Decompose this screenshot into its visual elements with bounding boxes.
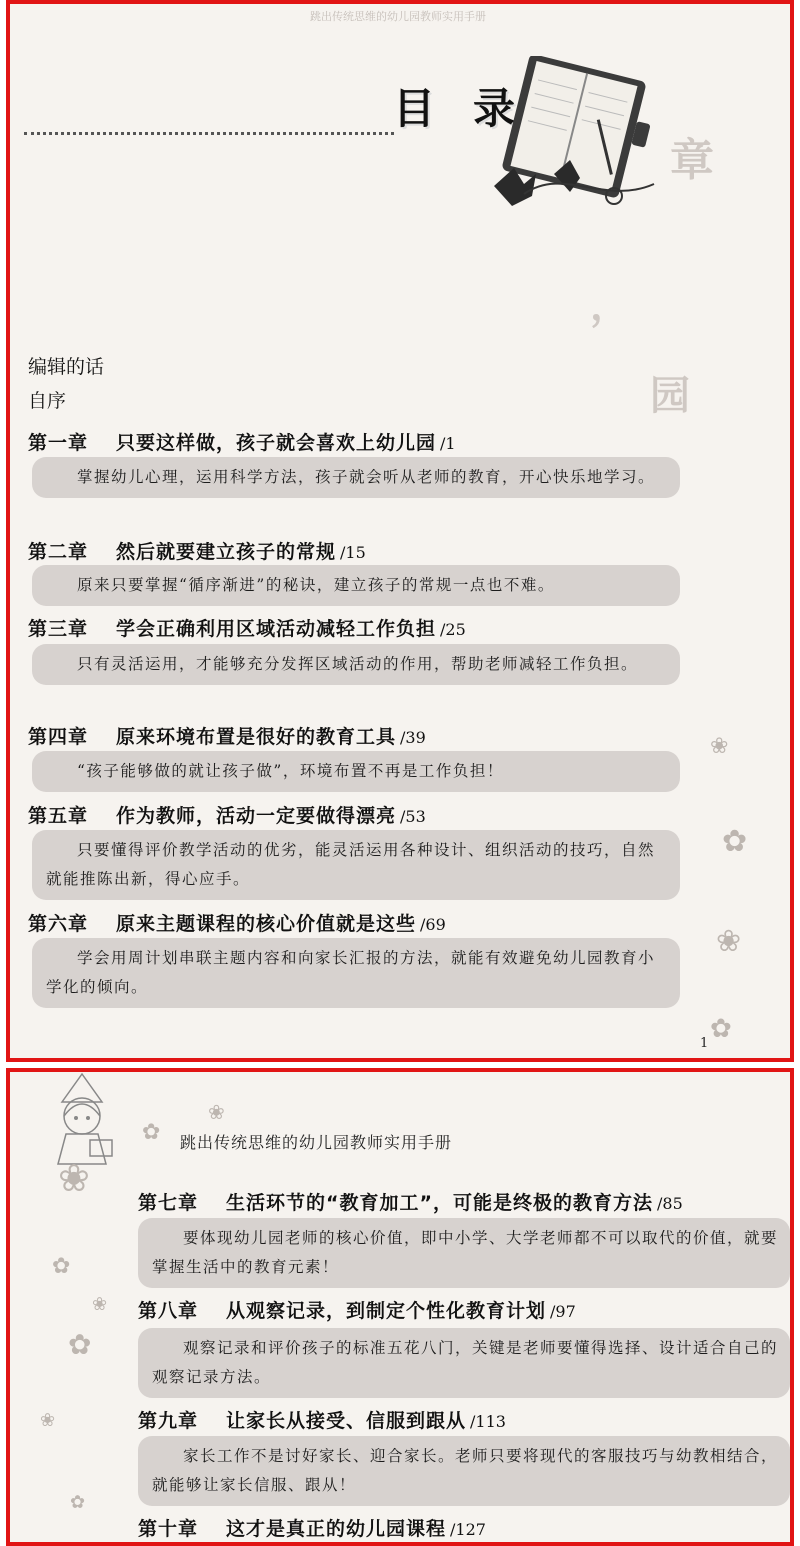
flower-decoration-icon: ✿ — [68, 1328, 92, 1361]
chapter-page: /1 — [440, 434, 456, 453]
chapter-page: /97 — [550, 1302, 576, 1321]
chapter-description: 只有灵活运用，才能够充分发挥区域活动的作用，帮助老师减轻工作负担。 — [32, 644, 680, 685]
chapter-number: 第六章 — [28, 913, 89, 935]
title-char: 录 — [472, 84, 515, 133]
chapter-title: 这才是真正的幼儿园课程 — [226, 1518, 447, 1540]
toc-item-preface[interactable]: 自序 — [28, 390, 67, 412]
chapter-title: 只要这样做，孩子就会喜欢上幼儿园 — [116, 432, 437, 454]
chapter-title: 然后就要建立孩子的常规 — [116, 541, 337, 563]
chapter-page: /113 — [470, 1412, 506, 1431]
chapter-title: 作为教师，活动一定要做得漂亮 — [116, 805, 397, 827]
toc-chapter-6[interactable] — [28, 909, 446, 936]
toc-chapter-4[interactable] — [28, 722, 426, 749]
page-header: 跳出传统思维的幼儿园教师实用手册 — [180, 1133, 453, 1152]
page-number: 1 — [700, 1036, 709, 1051]
chapter-title: 原来主题课程的核心价值就是这些 — [116, 913, 417, 935]
toc-chapter-9[interactable] — [138, 1406, 506, 1433]
chapter-title: 原来环境布置是很好的教育工具 — [116, 726, 397, 748]
chapter-description: 观察记录和评价孩子的标准五花八门，关键是老师要懂得选择、设计适合自己的观察记录方法。 — [138, 1328, 790, 1398]
chapter-page: /127 — [450, 1520, 486, 1539]
chapter-description: “孩子能够做的就让孩子做”，环境布置不再是工作负担！ — [32, 751, 680, 792]
flower-decoration-icon: ✿ — [142, 1120, 161, 1145]
toc-chapter-7[interactable] — [138, 1188, 683, 1215]
chapter-description: 家长工作不是讨好家长、迎合家长。老师只要将现代的客服技巧与幼教相结合，就能够让家长信服、跟从！ — [138, 1436, 790, 1506]
toc-page-1 — [6, 0, 794, 1062]
chapter-number: 第四章 — [28, 726, 89, 748]
ghost-text: 章 — [670, 135, 714, 186]
chapter-title: 生活环节的“教育加工”，可能是终极的教育方法 — [226, 1192, 653, 1214]
flower-decoration-icon: ❀ — [710, 734, 729, 759]
flower-decoration-icon: ❀ — [92, 1294, 108, 1315]
chapter-number: 第二章 — [28, 541, 89, 563]
toc-chapter-8[interactable] — [138, 1296, 576, 1323]
toc-chapter-5[interactable] — [28, 801, 426, 828]
chapter-title: 学会正确利用区域活动减轻工作负担 — [116, 618, 437, 640]
flower-decoration-icon: ✿ — [70, 1492, 86, 1513]
flower-decoration-icon: ❀ — [40, 1410, 56, 1431]
bleed-through-header: 跳出传统思维的幼儿园教师实用手册 — [310, 10, 486, 23]
flower-decoration-icon: ✿ — [52, 1254, 71, 1279]
chapter-number: 第十章 — [138, 1518, 199, 1540]
flower-decoration-icon: ✿ — [710, 1014, 732, 1044]
chapter-title: 从观察记录，到制定个性化教育计划 — [226, 1300, 547, 1322]
title-char: 目 — [392, 84, 435, 133]
toc-chapter-10[interactable] — [138, 1514, 486, 1541]
chapter-number: 第五章 — [28, 805, 89, 827]
chapter-description: 掌握幼儿心理，运用科学方法，孩子就会听从老师的教育，开心快乐地学习。 — [32, 457, 680, 498]
toc-item-editor-note[interactable]: 编辑的话 — [28, 356, 105, 378]
chapter-number: 第八章 — [138, 1300, 199, 1322]
toc-page-2 — [6, 1068, 794, 1546]
notebook-pen-leaves-illustration — [484, 56, 664, 226]
chapter-page: /39 — [400, 728, 426, 747]
flower-decoration-icon: ✿ — [722, 824, 748, 859]
chapter-title: 让家长从接受、信服到跟从 — [226, 1410, 467, 1432]
chapter-page: /25 — [440, 620, 466, 639]
toc-chapter-2[interactable] — [28, 537, 366, 564]
ghost-text: 园 — [650, 373, 690, 419]
chapter-description-cut — [138, 1542, 790, 1546]
chapter-description: 只要懂得评价教学活动的优劣，能灵活运用各种设计、组织活动的技巧，自然就能推陈出新，得心应手。 — [32, 830, 680, 900]
dotted-divider — [24, 132, 394, 135]
flower-decoration-icon: ❀ — [716, 924, 742, 959]
chapter-number: 第三章 — [28, 618, 89, 640]
chapter-description: 要体现幼儿园老师的核心价值，即中小学、大学老师都不可以取代的价值，就要掌握生活中的教育元素！ — [138, 1218, 790, 1288]
toc-chapter-3[interactable] — [28, 614, 466, 641]
chapter-number: 第一章 — [28, 432, 89, 454]
flower-decoration-icon: ❀ — [208, 1100, 225, 1124]
chapter-description: 原来只要掌握“循序渐进”的秘诀，建立孩子的常规一点也不难。 — [32, 565, 680, 606]
toc-chapter-1[interactable] — [28, 428, 456, 455]
chapter-number: 第九章 — [138, 1410, 199, 1432]
ghost-text: ， — [590, 283, 630, 329]
flower-decoration-icon: ❀ — [58, 1156, 90, 1200]
chapter-page: /53 — [400, 807, 426, 826]
chapter-page: /85 — [657, 1194, 683, 1213]
chapter-page: /69 — [420, 915, 446, 934]
girl-with-book-illustration — [32, 1072, 132, 1168]
chapter-number: 第七章 — [138, 1192, 199, 1214]
chapter-page: /15 — [340, 543, 366, 562]
chapter-description: 学会用周计划串联主题内容和向家长汇报的方法，就能有效避免幼儿园教育小学化的倾向。 — [32, 938, 680, 1008]
